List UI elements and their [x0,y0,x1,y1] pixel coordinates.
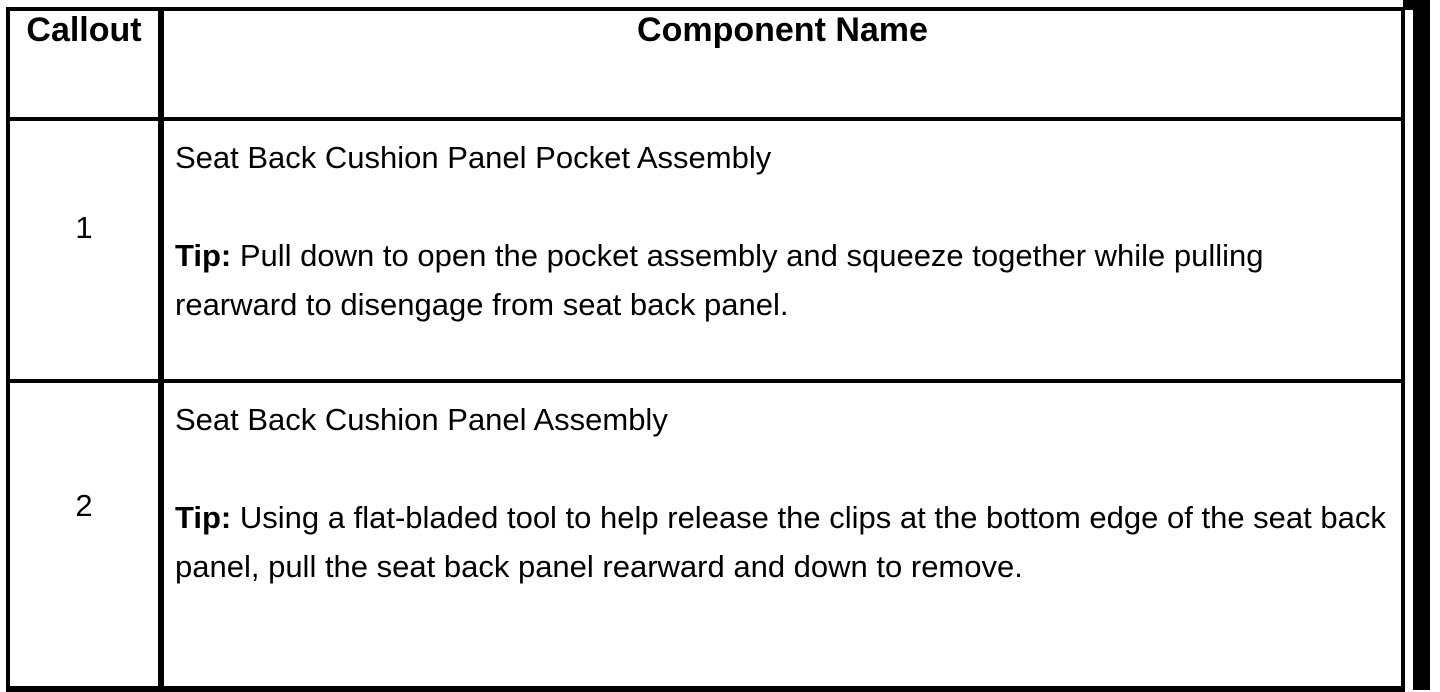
component-name-cell [161,381,1403,689]
callout-number: 1 [75,210,93,245]
component-title: Seat Back Cushion Panel Pocket Assembly [175,140,772,175]
table-row [8,119,1403,381]
callout-cell [8,381,161,689]
tip-text: Using a flat-bladed tool to help release the clips at the bottom edge of the seat back panel, pull the seat back panel rearward and down to remove. [175,500,1386,584]
tip-label: Tip: [175,238,232,273]
tip-text-block [175,493,1389,591]
component-title: Seat Back Cushion Panel Assembly [175,402,668,437]
table-header-row [8,9,1403,119]
component-table [6,7,1405,692]
component-name-column-header: Component Name [161,9,1403,119]
tip-text-block [175,231,1389,329]
tip-text: Pull down to open the pocket assembly and squeeze together while pulling rearward to disengage from seat back panel. [175,238,1264,322]
callout-column-header: Callout [8,9,161,119]
component-name-cell [161,119,1403,381]
callout-cell [8,119,161,381]
table-row [8,381,1403,689]
callout-number: 2 [75,487,93,523]
tip-label: Tip: [175,500,232,535]
scan-edge-bar [1413,4,1430,690]
